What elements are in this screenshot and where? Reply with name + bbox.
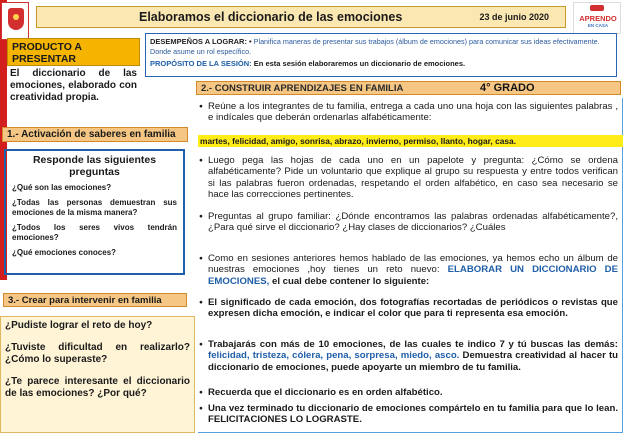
section3-label: 3.- Crear para intervenir en familia [3, 293, 187, 307]
instruction-bullet [208, 339, 618, 373]
grado-label: 4° GRADO [480, 82, 535, 94]
construir-label: 2.- CONSTRUIR APRENDIZAJES EN FAMILIA [201, 83, 404, 94]
b6-end: Demuestra creatividad al hacer tu diccionario de emociones, puede apoyarte un miembro de tu familia. [208, 350, 619, 373]
words-list: martes, felicidad, amigo, sonrisa, abrazo, invierno, permiso, llanto, hogar, casa. [198, 135, 623, 147]
brand-name: APRENDO [579, 14, 617, 23]
desempenos-text: Planifica maneras de presentar sus trabajos (álbum de emociones) para comunicar sus ideas efectivamente. Donde asume un rol específico. [150, 37, 600, 56]
instruction-bullet: ● Luego pega las hojas de cada uno en un papelote y pregunta: ¿Cómo se ordena alfabéticamente? Pide un voluntario que explique al grupo su respuesta y entre todos verifican si las palabras fueron ordenadas, respetando el orden alfabético, en caso sea necesario se hace las correcciones pertinentes. [208, 155, 618, 201]
section1-label: 1.- Activación de saberes en familia [2, 127, 188, 142]
school-logo-icon [1, 2, 29, 40]
b4-highlight: ELABORAR UN DICCIONARIO DE EMOCIONES, [208, 264, 618, 287]
responde-box [4, 149, 185, 275]
producto-box [7, 38, 140, 66]
question-item: ¿Qué son las emociones? [12, 183, 112, 192]
reflection-question: ¿Tuviste dificultad en realizarlo? ¿Cómo lo superaste? [5, 342, 190, 365]
b4-end: el cual debe contener lo siguiente: [271, 275, 430, 287]
producto-text: El diccionario de las emociones, elaborado con creatividad propia. [10, 68, 137, 103]
proposito-label: PROPÓSITO DE LA SESIÓN: [150, 59, 252, 68]
brand-sub: EN CASA [587, 23, 609, 28]
question-item: ¿Todas las personas demuestran sus emociones de la misma manera? [12, 198, 177, 217]
aprendo-en-casa-logo [573, 2, 621, 34]
question-item: ¿Qué emociones conoces? [12, 248, 117, 257]
section3-box [0, 316, 195, 433]
brand-mark-icon [590, 5, 604, 11]
reflection-question: ¿Pudiste lograr el reto de hoy? [5, 320, 153, 331]
b6-list: felicidad, tristeza, cólera, pena, sorpresa, miedo, asco. [208, 350, 460, 362]
desempenos-box [145, 33, 617, 77]
construir-section-header [196, 81, 621, 95]
instruction-bullet: ● Recuerda que el diccionario es en orden alfabético. [208, 387, 618, 398]
instruction-bullet: ● Reúne a los integrantes de tu familia, entrega a cada uno una hoja con las siguientes palabras , e indícales que deberán ordenarlas alfabéticamente: [208, 101, 618, 124]
desempenos-label: DESEMPEÑOS A LOGRAR: • [150, 37, 252, 46]
instruction-bullet: ● El significado de cada emoción, dos fotografías recortadas de periódicos o revistas que expresen dicha emoción, e indicar el color que para ti representa esa emoción. [208, 297, 618, 320]
page-title: Elaboramos el diccionario de las emociones [139, 10, 403, 24]
proposito-text: En esta sesión elaboraremos un diccionario de emociones. [253, 59, 466, 68]
instruction-bullet: ● Preguntas al grupo familiar: ¿Dónde encontramos las palabras ordenadas alfabéticamente?, ¿Para qué sirve el diccionario? ¿Hay clases de diccionarios? ¿Cuáles [208, 211, 618, 234]
instruction-bullet: ● Una vez terminado tu diccionario de emociones compártelo en tu familia para que lo lean. FELICITACIONES LO LOGRASTE. [208, 403, 618, 426]
header-date: 23 de junio 2020 [479, 12, 549, 22]
responde-title: Responde las siguientes preguntas [32, 154, 157, 178]
b6-start: Trabajarás con más de 10 emociones, de las cuales te indico 7 y tú buscas las demás: [208, 339, 618, 350]
instruction-bullet [208, 253, 618, 287]
reflection-question: ¿Te parece interesante el diccionario de las emociones? ¿Por qué? [5, 376, 190, 399]
question-item: ¿Todos los seres vivos tendrán emociones? [12, 223, 177, 242]
producto-title: PRODUCTO A PRESENTAR [12, 41, 82, 65]
instructions-panel [198, 98, 623, 433]
page-header [36, 6, 566, 28]
b4-start: Como en sesiones anteriores hemos hablado de las emociones, ya hemos echo un álbum de nuestras emociones ,hoy tienes un reto nuevo: [208, 253, 618, 276]
